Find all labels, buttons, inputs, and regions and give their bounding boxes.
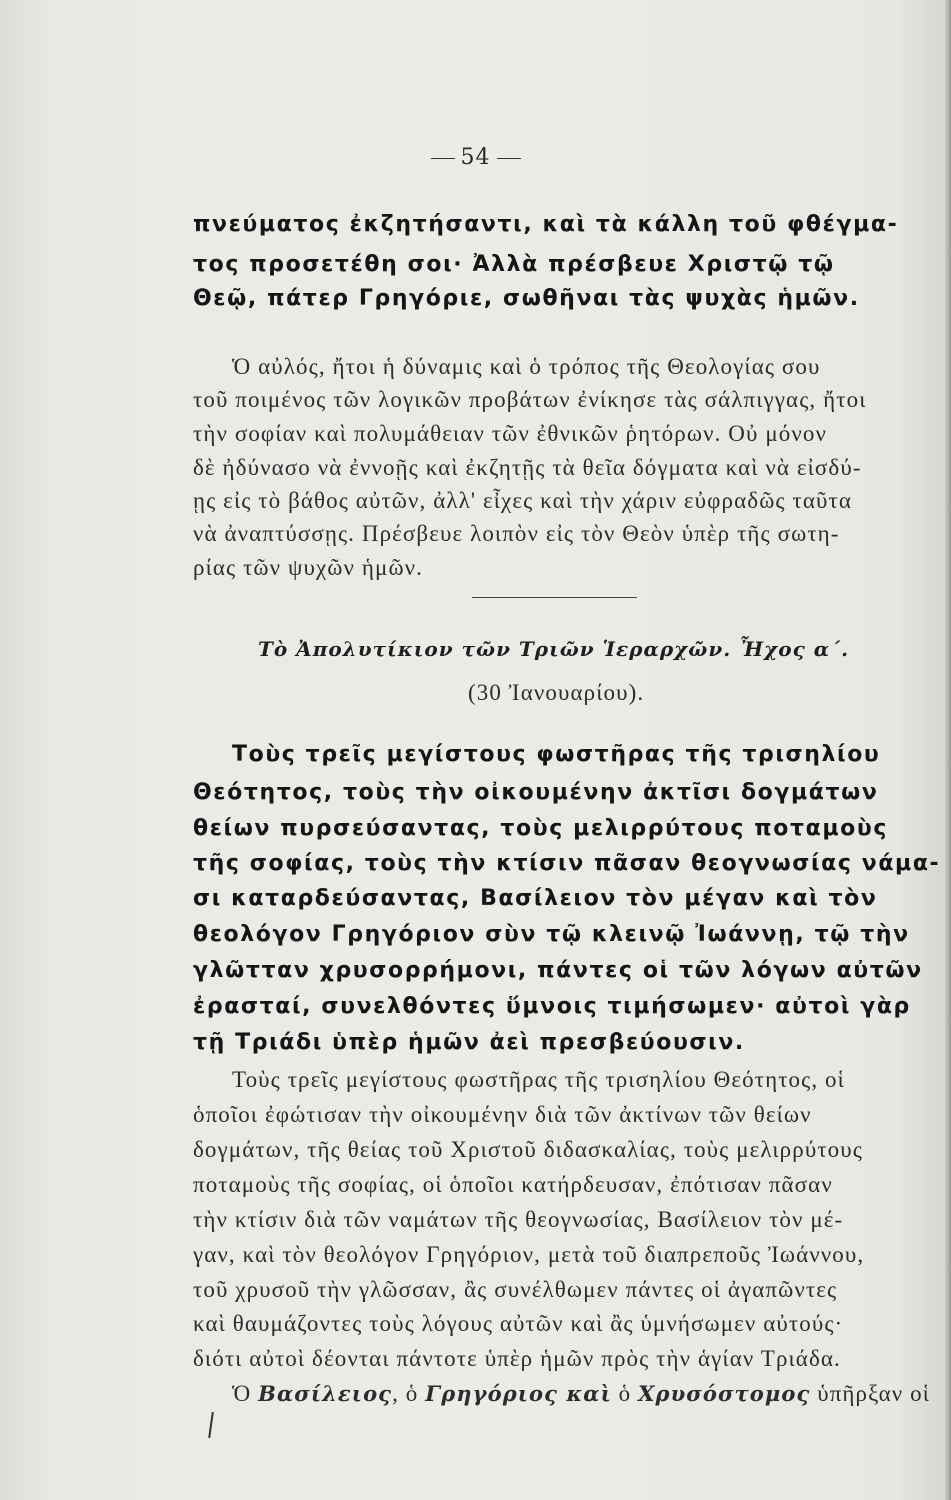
text-run: ὁ [611,1381,639,1406]
text-line: τος προσετέθη σοι· Ἀλλὰ πρέσβευε Χριστῷ τῷ [193,252,835,277]
dash-left [431,158,455,159]
text-line [232,1381,930,1407]
text-run: , ὁ [392,1381,426,1406]
text-line: τῇ Τριάδι ὑπὲρ ἡμῶν ἀεὶ πρεσβεύουσιν. [193,1030,745,1055]
page-number [0,145,951,170]
section-divider [472,597,637,598]
text-run: ὑπῆρξαν οἱ [810,1381,931,1406]
text-line: ῃς εἰς τὸ βάθος αὐτῶν, ἀλλ' εἶχες καὶ τὴν χάριν εὐφραδῶς ταῦτα [193,488,852,513]
text-line: τὴν κτίσιν διὰ τῶν ναμάτων τῆς θεογνωσίας, Βασίλειον τὸν μέ- [193,1207,844,1232]
text-run: Ὁ [232,1381,259,1406]
text-line: νὰ ἀναπτύσσῃς. Πρέσβευε λοιπὸν εἰς τὸν Θεὸν ὑπὲρ τῆς σωτη- [193,521,840,546]
dash-right [497,158,521,159]
text-line: γαν, καὶ τὸν θεολόγον Γρηγόριον, μετὰ τοῦ διαπρεποῦς Ἰωάννου, [193,1242,865,1267]
text-line: ἐρασταί, συνελθόντες ὕμνοις τιμήσωμεν· αὐτοὶ γὰρ [193,994,911,1019]
text-line: τοῦ ποιμένος τῶν λογικῶν προβάτων ἐνίκησε τὰς σάλπιγγας, ἤτοι [193,387,867,412]
text-line: ὁποῖοι ἐφώτισαν τὴν οἰκουμένην διὰ τῶν ἀκτίνων τῶν θείων [193,1102,812,1127]
emphasis-name: Γρηγόριος καὶ [425,1381,612,1406]
text-line: Ὁ αὐλός, ἤτοι ἡ δύναμις καὶ ὁ τρόπος τῆς Θεολογίας σου [232,354,821,379]
text-line: τὴν σοφίαν καὶ πολυμάθειαν τῶν ἐθνικῶν ῥητόρων. Οὐ μόνον [193,421,827,446]
emphasis-name: Χρυσόστομος [638,1381,811,1406]
text-line: τοῦ χρυσοῦ τὴν γλῶσσαν, ἂς συνέλθωμεν πάντες οἱ ἀγαπῶντες [193,1277,838,1302]
text-line: θείων πυρσεύσαντας, τοὺς μελιρρύτους ποταμοὺς [193,816,888,841]
pencil-mark [208,1412,214,1438]
text-line: διότι αὐτοὶ δέονται πάντοτε ὑπὲρ ἡμῶν πρὸς τὴν ἁγίαν Τριάδα. [193,1346,841,1371]
page-number-text: 54 [460,145,491,170]
text-line: Θεότητος, τοὺς τὴν οἰκουμένην ἀκτῖσι δογμάτων [193,780,879,805]
text-line: γλῶτταν χρυσορρήμονι, πάντες οἱ τῶν λόγων αὐτῶν [193,958,923,983]
text-line: ρίας τῶν ψυχῶν ἡμῶν. [193,555,424,580]
text-line: δὲ ἠδύνασο νὰ ἐννοῇς καὶ ἐκζητῇς τὰ θεῖα δόγματα καὶ νὰ εἰσδύ- [193,455,862,480]
text-line: καὶ θαυμάζοντες τοὺς λόγους αὐτῶν καὶ ἂς ὑμνήσωμεν αὐτούς· [193,1311,844,1336]
text-line: σι καταρδεύσαντας, Βασίλειον τὸν μέγαν καὶ τὸν [193,886,878,911]
page-edge [945,0,951,1500]
text-line: ποταμοὺς τῆς σοφίας, οἱ ὁποῖοι κατήρδευσαν, ἐπότισαν πᾶσαν [193,1172,833,1197]
emphasis-name: Βασίλειος [258,1381,393,1406]
section-date: (30 Ἰανουαρίου). [468,680,645,705]
text-line: δογμάτων, τῆς θείας τοῦ Χριστοῦ διδασκαλίας, τοὺς μελιρρύτους [193,1137,863,1162]
text-line: Τοὺς τρεῖς μεγίστους φωστῆρας τῆς τρισηλίου [232,742,881,767]
text-line: θεολόγον Γρηγόριον σὺν τῷ κλεινῷ Ἰωάννῃ, τῷ τὴν [193,922,910,947]
section-heading: Τὸ Ἀπολυτίκιον τῶν Τριῶν Ἱεραρχῶν. Ἦχος α΄. [258,637,850,661]
text-line: πνεύματος ἐκζητήσαντι, καὶ τὰ κάλλη τοῦ φθέγμα- [193,212,899,237]
text-line: τῆς σοφίας, τοὺς τὴν κτίσιν πᾶσαν θεογνωσίας νάμα- [193,851,941,876]
text-line: Τοὺς τρεῖς μεγίστους φωστῆρας τῆς τρισηλίου Θεότητος, οἱ [232,1067,845,1092]
text-line: Θεῷ, πάτερ Γρηγόριε, σωθῆναι τὰς ψυχὰς ἡμῶν. [193,286,860,311]
